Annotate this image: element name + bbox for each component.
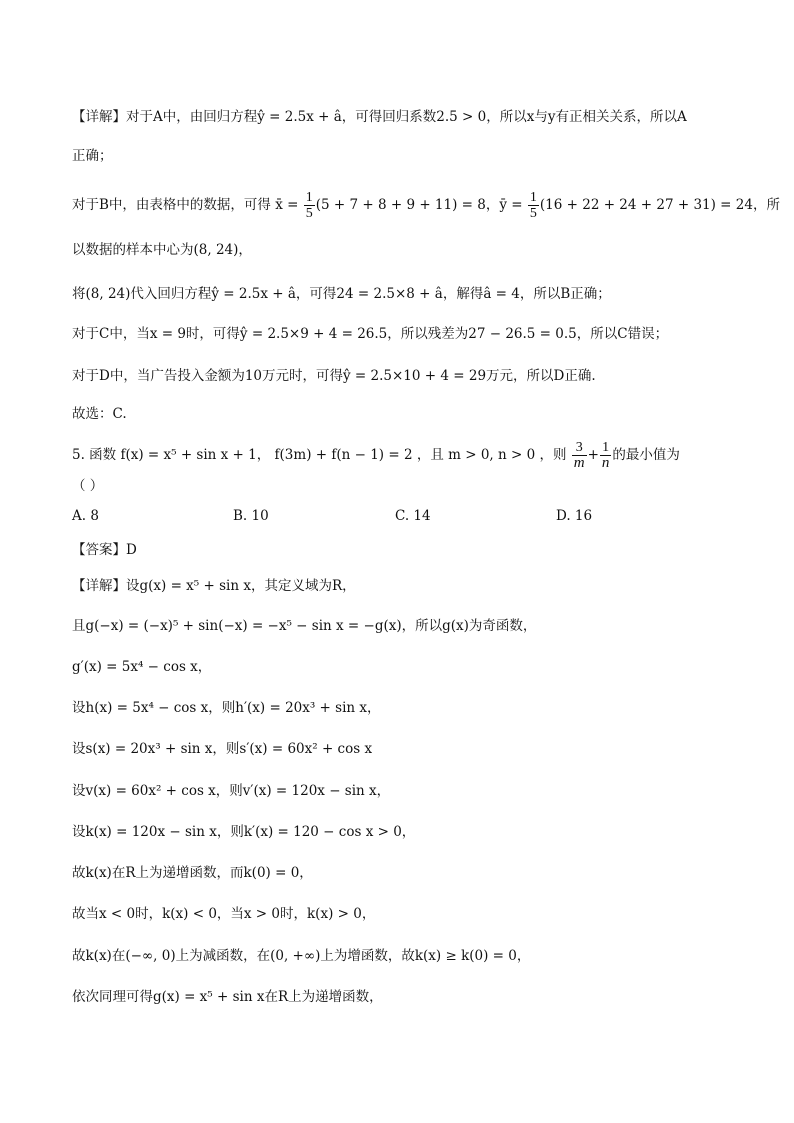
option-a: A. 8: [72, 508, 99, 524]
text-line: 且g(−x) = (−x)⁵ + sin(−x) = −x⁵ − sin x = −g(x)，所以g(x)为奇函数，: [72, 618, 537, 634]
fraction: [572, 440, 587, 471]
text-line: 依次同理可得g(x) = x⁵ + sin x在R上为递增函数，: [72, 989, 383, 1005]
option-b: B. 10: [233, 508, 269, 524]
text-line: 设s(x) = 20x³ + sin x，则s′(x) = 60x² + cos x: [72, 741, 373, 757]
text-line: 故k(x)在R上为递增函数，而k(0) = 0，: [72, 865, 313, 881]
text-line: 故当x < 0时，k(x) < 0，当x > 0时，k(x) > 0，: [72, 906, 376, 922]
answer-line: 【答案】D: [72, 542, 137, 558]
question-line: [72, 440, 754, 471]
text-segment: 5. 函数 f(x) = x⁵ + sin x + 1， f(3m) + f(n − 1) = 2 ，且 m > 0, n > 0 ，则: [72, 447, 567, 463]
text-segment: (5 + 7 + 8 + 9 + 11) = 8，ȳ =: [315, 197, 527, 213]
text-line-with-fractions: [72, 190, 780, 221]
fraction: [528, 190, 539, 221]
text-line: 对于C中，当x = 9时，可得ŷ = 2.5×9 + 4 = 26.5，所以残差为27 − 26.5 = 0.5，所以C错误；: [72, 326, 669, 342]
fraction-denominator: m: [573, 455, 585, 471]
fraction-numerator: 1: [529, 190, 537, 205]
text-segment: (16 + 22 + 24 + 27 + 31) = 24，所: [539, 197, 780, 213]
option-c: C. 14: [395, 508, 431, 524]
fraction: [304, 190, 315, 221]
plus-sign: +: [587, 447, 599, 463]
answer-blank: （ ）: [72, 478, 104, 494]
text-line: 故k(x)在(−∞, 0)上为减函数，在(0, +∞)上为增函数，故k(x) ≥ k(0) = 0，: [72, 948, 531, 964]
text-segment: 对于B中，由表格中的数据，可得 x̄ =: [72, 197, 303, 213]
text-line: 设v(x) = 60x² + cos x，则v′(x) = 120x − sin x，: [72, 783, 391, 799]
text-line: 将(8, 24)代入回归方程ŷ = 2.5x + â，可得24 = 2.5×8 + â，解得â = 4，所以B正确；: [72, 286, 611, 302]
text-line: 设h(x) = 5x⁴ − cos x，则h′(x) = 20x³ + sin x，: [72, 700, 381, 716]
text-line: 故选：C.: [72, 406, 127, 422]
text-line: 正确；: [72, 148, 113, 164]
text-line: 设k(x) = 120x − sin x，则k′(x) = 120 − cos x > 0，: [72, 824, 416, 840]
fraction-denominator: 5: [305, 206, 313, 221]
fraction-numerator: 3: [572, 440, 587, 456]
text-line: 【详解】对于A中，由回归方程ŷ = 2.5x + â，可得回归系数2.5 > 0，所以x与y有正相关关系，所以A: [72, 109, 687, 125]
fraction-denominator: 5: [529, 206, 537, 221]
text-line: g′(x) = 5x⁴ − cos x，: [72, 659, 212, 675]
option-d: D. 16: [556, 508, 593, 524]
text-line: 对于D中，当广告投入金额为10万元时，可得ŷ = 2.5×10 + 4 = 29万元，所以D正确.: [72, 368, 596, 384]
text-line: 以数据的样本中心为(8, 24)，: [72, 242, 252, 258]
fraction-numerator: 1: [600, 440, 612, 456]
text-segment: 的最小值为: [612, 447, 680, 463]
text-line: 【详解】设g(x) = x⁵ + sin x，其定义域为R，: [72, 578, 356, 594]
fraction-denominator: n: [601, 455, 610, 471]
fraction: [600, 440, 612, 471]
fraction-numerator: 1: [305, 190, 313, 205]
